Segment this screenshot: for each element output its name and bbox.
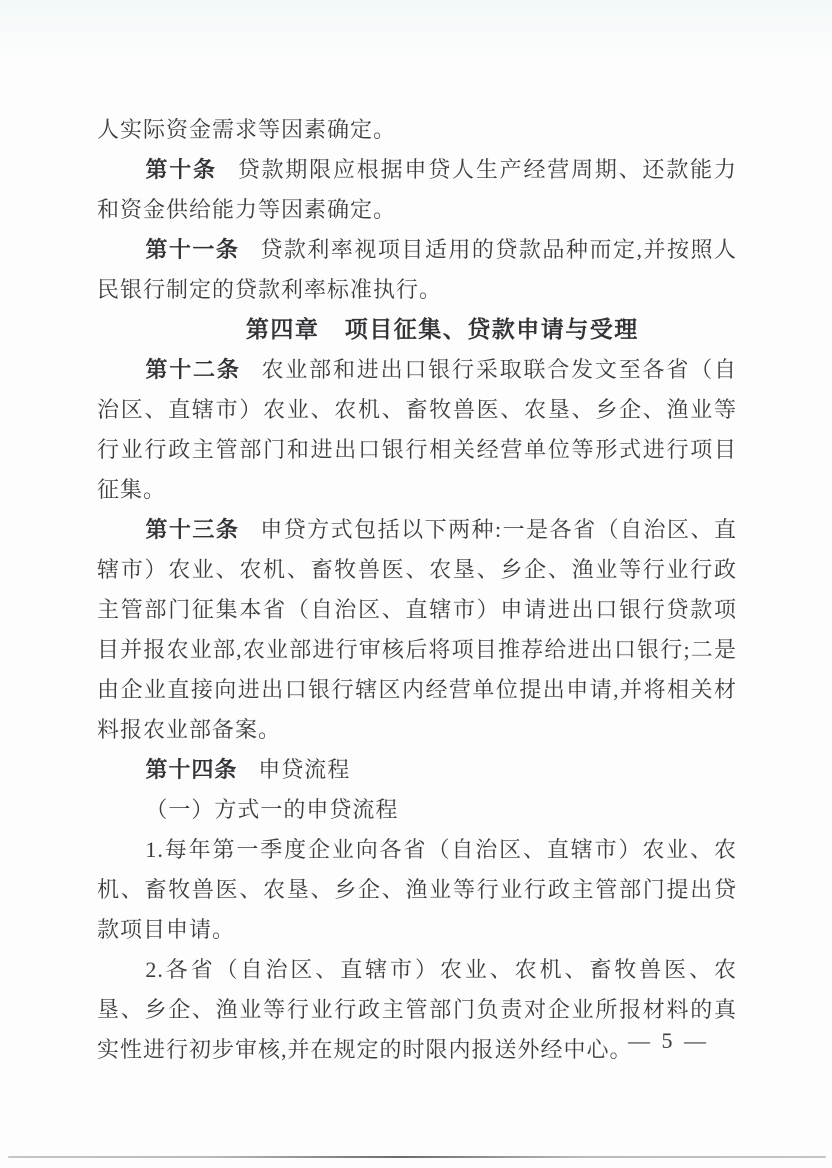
page-number: — 5 —	[628, 1028, 709, 1053]
chapter-number: 第四章	[245, 317, 320, 342]
article-14-text: 申贷流程	[258, 757, 351, 782]
article-11-text: 贷款利率视项目适用的贷款品种而定,并按照人民银行制定的贷款利率标准执行。	[97, 237, 737, 302]
article-11	[97, 230, 737, 310]
article-12-text: 农业部和进出口银行采取联合发文至各省（自治区、直辖市）农业、农机、畜牧兽医、农垦、乡企、渔业等行业行政主管部门和进出口银行相关经营单位等形式进行项目征集。	[97, 357, 737, 502]
article-10	[97, 150, 737, 230]
chapter-4-heading	[97, 310, 737, 350]
paragraph-continuation: 人实际资金需求等因素确定。	[97, 117, 397, 142]
article-11-label: 第十一条	[145, 237, 240, 262]
article-12-label: 第十二条	[145, 357, 241, 382]
scan-edge-artifact	[8, 1156, 826, 1158]
chapter-title: 项目征集、贷款申请与受理	[344, 317, 639, 342]
article-10-label: 第十条	[145, 157, 217, 182]
article-13-label: 第十三条	[145, 517, 240, 542]
article-14-label: 第十四条	[145, 757, 238, 782]
document-body	[97, 110, 737, 1070]
clause-step-2: 2.各省（自治区、直辖市）农业、农机、畜牧兽医、农垦、乡企、渔业等行业行政主管部门负责对企业所报材料的真实性进行初步审核,并在规定的时限内报送外经中心。	[97, 957, 737, 1062]
clause-step-1: 1.每年第一季度企业向各省（自治区、直辖市）农业、农机、畜牧兽医、农垦、乡企、渔业等行业行政主管部门提出贷款项目申请。	[97, 837, 737, 942]
article-14	[97, 750, 737, 790]
clause-way-one-heading: （一）方式一的申贷流程	[145, 797, 399, 822]
article-10-text: 贷款期限应根据申贷人生产经营周期、还款能力和资金供给能力等因素确定。	[97, 157, 737, 222]
article-13	[97, 510, 737, 750]
article-12	[97, 350, 737, 510]
article-13-text: 申贷方式包括以下两种:一是各省（自治区、直辖市）农业、农机、畜牧兽医、农垦、乡企、渔业等行业行政主管部门征集本省（自治区、直辖市）申请进出口银行贷款项目并报农业部,农业部进行审核后将项目推荐给进出口银行;二是由企业直接向进出口银行辖区内经营单位提出申请,并将相关材料报农业部备案。	[97, 517, 737, 742]
